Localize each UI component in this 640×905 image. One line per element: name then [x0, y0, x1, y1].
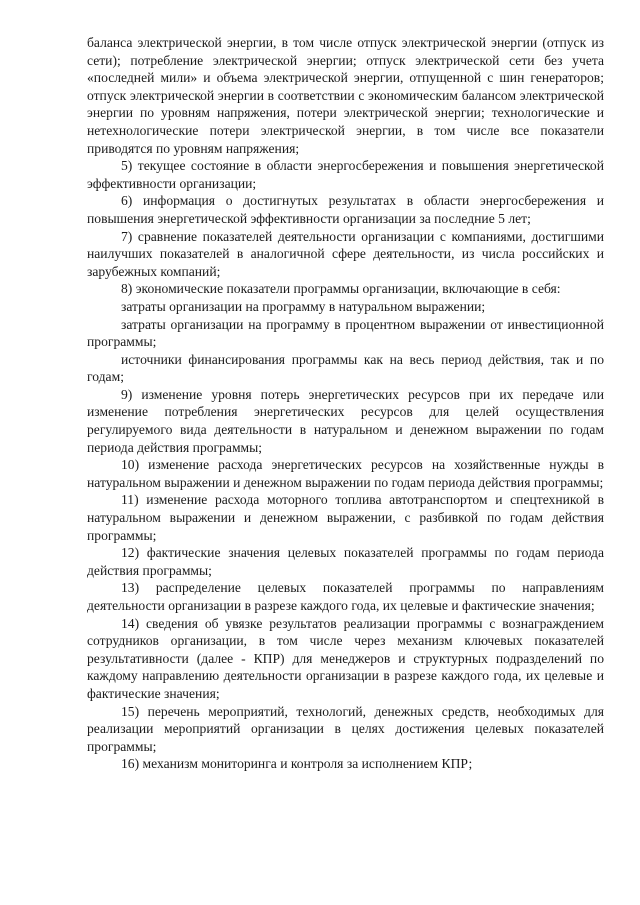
list-item-15: 15) перечень мероприятий, технологий, денежных средств, необходимых для реализации мероприятий организации в целях достижения целевых показателей программы; [87, 703, 604, 754]
list-item-5: 5) текущее состояние в области энергосбережения и повышения энергетической эффективности организации; [87, 158, 604, 191]
list-item-7: 7) сравнение показателей деятельности организации с компаниями, достигшими наилучших показателей в аналогичной сфере деятельности, из числа российских и зарубежных компаний; [87, 228, 604, 279]
list-item-14: 14) сведения об увязке результатов реализации программы с вознаграждением сотрудников организации, в том числе через механизм ключевых показателей результативности (далее - КПР) для менеджеров и структурных подразделений по каждому направлению деятельности организации в разрезе каждого года, их целевые и фактические значения; [87, 615, 604, 701]
list-item-10: 10) изменение расхода энергетических ресурсов на хозяйственные нужды в натуральном выражении и денежном выражении по годам периода действия программы; [87, 457, 604, 490]
list-item-9: 9) изменение уровня потерь энергетических ресурсов при их передаче или изменение потребления энергетических ресурсов для целей осуществления регулируемого вида деятельности в натуральном и денежном выражении по годам периода действия программы; [87, 386, 604, 455]
list-item-11: 11) изменение расхода моторного топлива автотранспортом и спецтехникой в натуральном выражении и денежном выражении, с разбивкой по годам действия программы; [87, 492, 604, 543]
sub-item-costs-natural: затраты организации на программу в натуральном выражении; [121, 298, 486, 314]
paragraph-continuation: баланса электрической энергии, в том числе отпуск электрической энергии (отпуск из сети); потребление электрической энергии; отпуск электрической сети без учета «последней мили» и объема электрической энергии, отпущенной с шин генераторов; отпуск электрической энергии в соответствии с экономическим балансом электрической энергии по уровням напряжения, потери электрической энергии; технологические и нетехнологические потери электрической энергии, в том числе все показатели приводятся по уровням напряжения; [87, 35, 604, 156]
sub-item-funding-sources: источники финансирования программы как на весь период действия, так и по годам; [87, 351, 604, 385]
list-item-8: 8) экономические показатели программы организации, включающие в себя: [121, 281, 561, 297]
list-item-13: 13) распределение целевых показателей программы по направлениям деятельности организации в разрезе каждого года, их целевые и фактические значения; [87, 580, 604, 613]
sub-item-costs-percent: затраты организации на программу в процентном выражении от инвестиционной программы; [87, 316, 604, 350]
list-item-6: 6) информация о достигнутых результатах в области энергосбережения и повышения энергетической эффективности организации за последние 5 лет; [87, 193, 604, 226]
list-item-16: 16) механизм мониторинга и контроля за исполнением КПР; [121, 756, 473, 772]
list-item-12: 12) фактические значения целевых показателей программы по годам периода действия программы; [87, 545, 604, 578]
